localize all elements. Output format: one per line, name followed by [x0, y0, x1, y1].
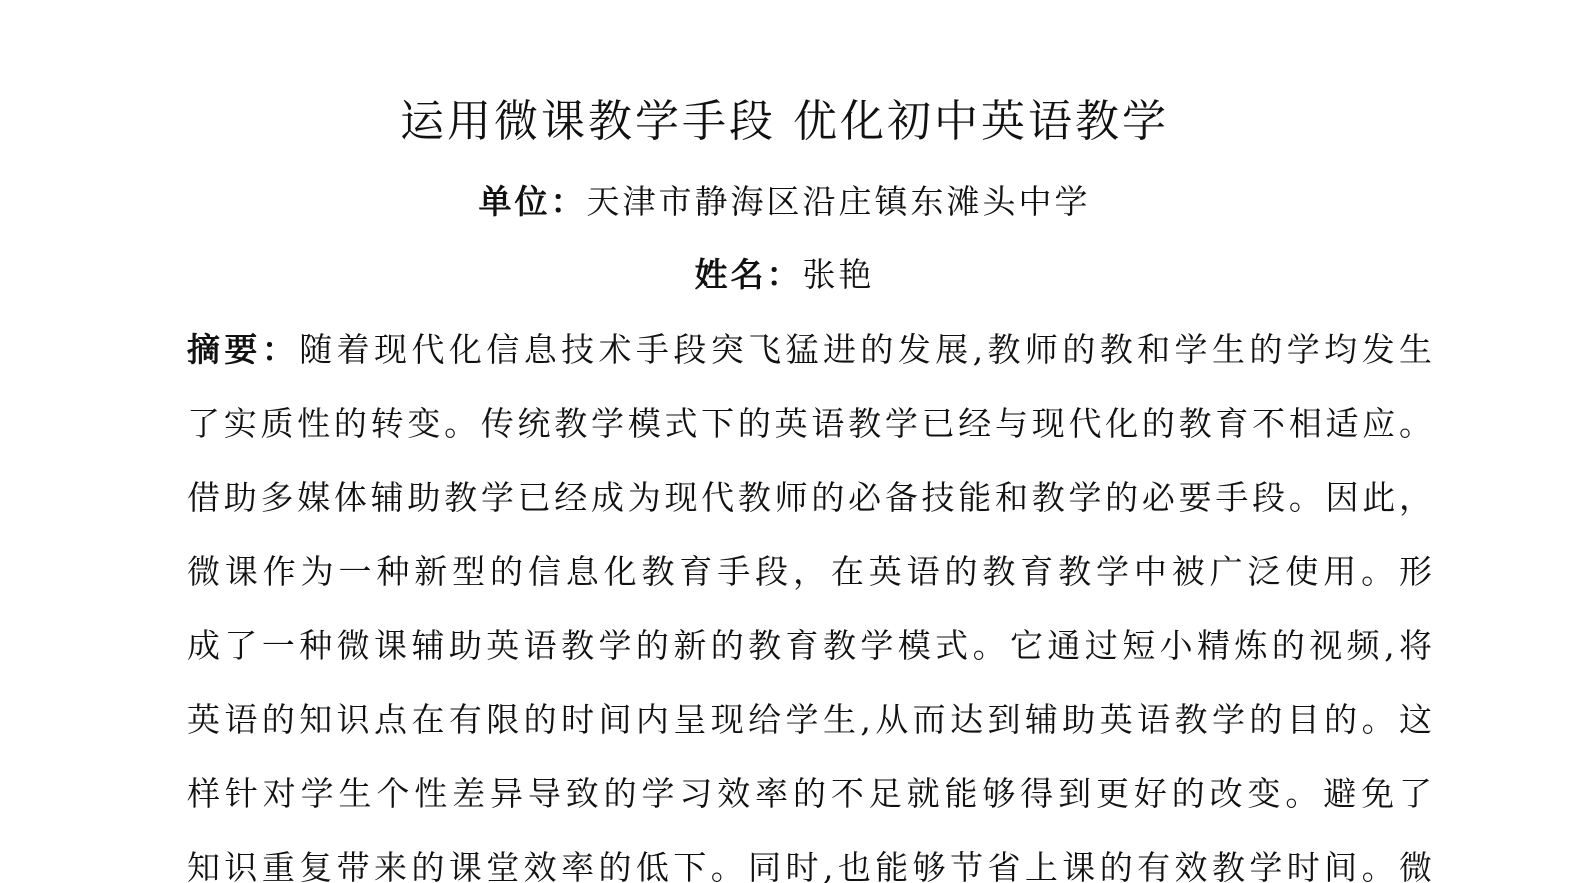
abstract-line: 知识重复带来的课堂效率的低下。同时,也能够节省上课的有效教学时间。微 [187, 848, 1432, 883]
abstract-line: 英语的知识点在有限的时间内呈现给学生,从而达到辅助英语教学的目的。这 [187, 700, 1432, 739]
unit-value: 天津市静海区沿庄镇东滩头中学 [586, 182, 1091, 221]
abstract-line [187, 325, 1432, 399]
abstract-line-text: 随着现代化信息技术手段突飞猛进的发展,教师的教和学生的学均发生 [299, 330, 1432, 369]
abstract-line: 借助多媒体辅助教学已经成为现代教师的必备技能和教学的必要手段。因此， [187, 478, 1432, 517]
abstract-line: 了实质性的转变。传统教学模式下的英语教学已经与现代化的教育不相适应。 [187, 404, 1432, 443]
unit-label: 单位： [478, 182, 587, 221]
abstract-line: 样针对学生个性差异导致的学习效率的不足就能够得到更好的改变。避免了 [187, 774, 1432, 813]
abstract-label: 摘要： [187, 330, 300, 369]
author-label: 姓名： [694, 255, 803, 294]
author-unit [0, 180, 1569, 224]
paper-title: 运用微课教学手段 优化初中英语教学 [400, 96, 1169, 147]
abstract-paragraph [187, 325, 1432, 883]
abstract-line: 成了一种微课辅助英语教学的新的教育教学模式。它通过短小精炼的视频,将 [187, 626, 1432, 665]
author-name [0, 253, 1569, 297]
author-value: 张艳 [802, 255, 875, 294]
abstract-line: 微课作为一种新型的信息化教育手段，在英语的教育教学中被广泛使用。形 [187, 552, 1432, 591]
